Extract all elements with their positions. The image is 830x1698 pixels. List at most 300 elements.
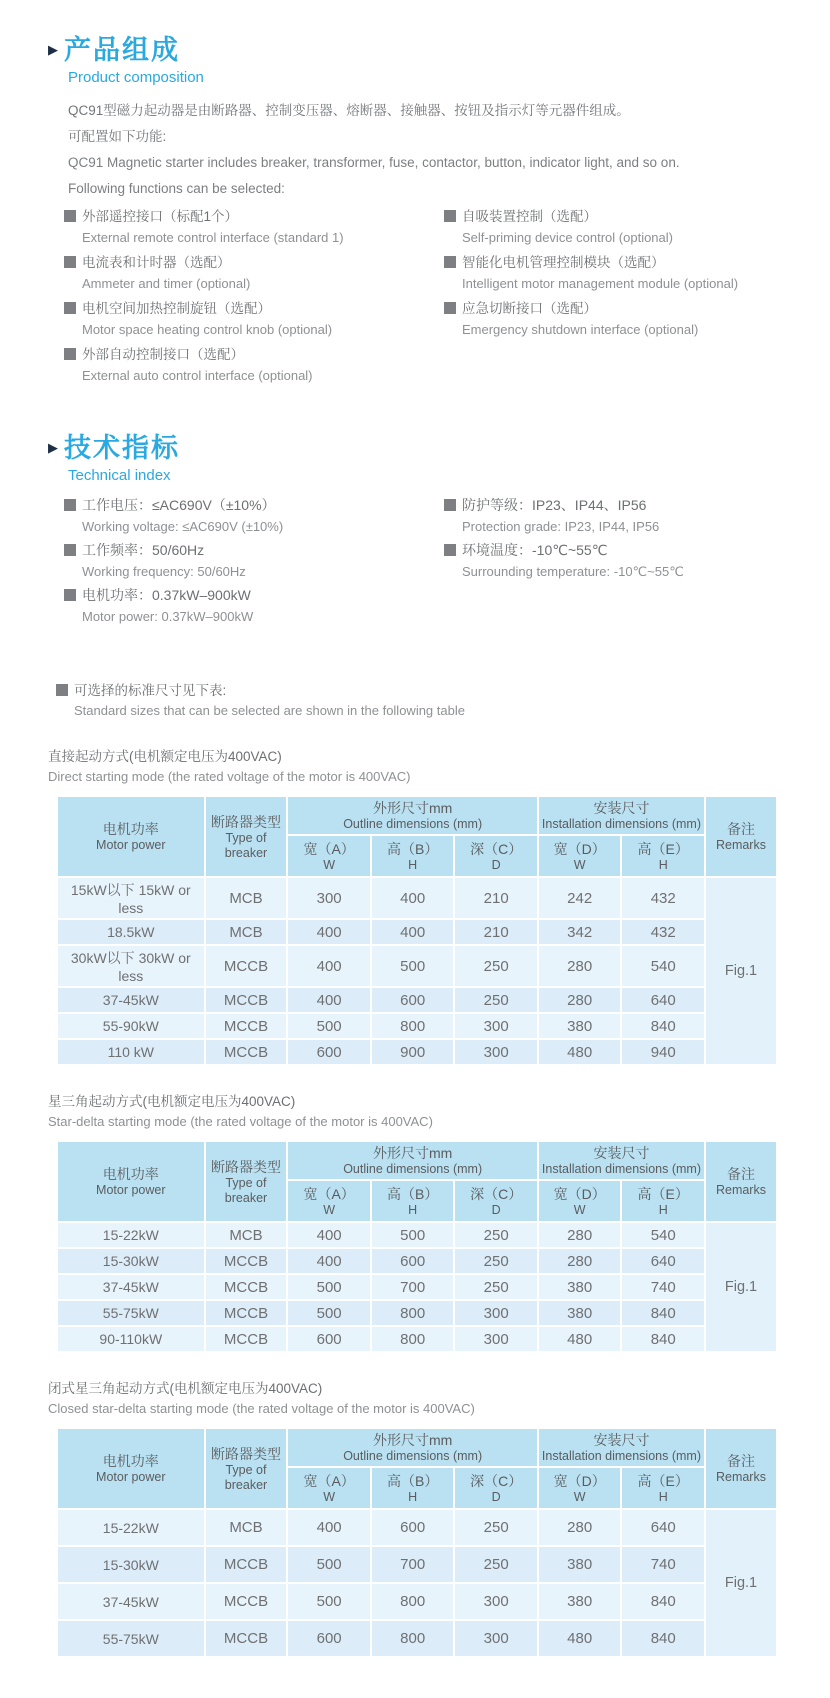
table-cell: 280 [538,1509,622,1546]
header-dim [371,1180,455,1222]
table-cell: 15-22kW [57,1509,205,1546]
section-technical-title: 技术指标 [64,433,180,463]
list-item-cn [444,298,802,319]
table-cell: 37-45kW [57,1274,205,1300]
header-label-en: Motor power [96,1470,166,1484]
header-label-en: D [491,1489,501,1504]
section-technical-header [48,432,802,464]
header-label-en: W [323,1202,336,1217]
header-remarks [705,1428,777,1509]
table-cell: 30kW以下 30kW or less [57,945,205,987]
header-label-en: W [323,857,336,872]
table-cell: 280 [538,1248,622,1274]
table-cell: 800 [371,1013,455,1039]
intro-line: QC91 Magnetic starter includes breaker, transformer, fuse, contactor, button, indicator light, and so on. [68,155,680,170]
feature-list [64,206,802,390]
table-cell: 480 [538,1326,622,1352]
section-product-title: 产品组成 [64,35,180,65]
table-header-row [57,1428,777,1509]
table-cell: 37-45kW [57,1583,205,1620]
header-label-en: H [408,857,418,872]
table-cell: 250 [454,1248,538,1274]
table-cell: 280 [538,1222,622,1248]
table-cell: MCB [205,919,288,945]
table-row [57,877,777,919]
header-label-en: Motor power [96,838,166,852]
table-cell: MCCB [205,1300,288,1326]
spec-list [64,494,802,629]
table-caption-en: Closed star-delta starting mode (the rated voltage of the motor is 400VAC) [48,1401,475,1416]
square-bullet-icon [444,544,456,556]
header-label-en: Remarks [715,1470,766,1484]
list-item-cn-text: 工作电压：≤AC690V（±10%） [82,497,276,513]
header-label-cn: 安装尺寸 [593,800,650,816]
header-label-cn: 电机功率 [102,1453,159,1469]
header-label-cn: 高（B） [386,840,439,857]
header-dim [621,835,705,877]
header-dim [454,1180,538,1222]
feature-column-left [64,206,444,390]
list-item [444,252,802,294]
section-technical [48,432,802,629]
square-bullet-icon [444,302,456,314]
table-row [57,1546,777,1583]
header-dim [371,1467,455,1509]
square-bullet-icon [64,302,76,314]
sizes-note [56,681,802,721]
remarks-cell: Fig.1 [705,1222,777,1352]
table-cell: 15-22kW [57,1222,205,1248]
header-label-en: Remarks [715,838,766,852]
header-label-cn: 宽（A） [303,1185,355,1202]
square-bullet-icon [64,544,76,556]
table-cell: 840 [621,1620,705,1657]
header-label-en: D [491,1202,501,1217]
table-cell: 110 kW [57,1039,205,1065]
header-label-en: Type of breaker [224,830,268,860]
table-cell: 600 [371,987,455,1013]
list-item-en: Protection grade: IP23, IP44, IP56 [462,519,660,534]
list-item [64,539,444,582]
header-label-cn: 宽（A） [303,1472,355,1489]
header-motor-power [57,1141,205,1222]
table-row [57,1300,777,1326]
list-item-en: Motor power: 0.37kW–900kW [82,609,254,624]
table-row [57,1222,777,1248]
list-item-cn [444,252,802,273]
header-breaker-type [205,796,288,877]
header-remarks [705,796,777,877]
table-cell: 700 [371,1546,455,1583]
square-bullet-icon [444,256,456,268]
table-cell: 600 [371,1248,455,1274]
header-label-cn: 外形尺寸mm [373,1145,453,1161]
table-cell: 380 [538,1583,622,1620]
table-cell: 15-30kW [57,1248,205,1274]
table-cell: 250 [454,1274,538,1300]
table-row [57,919,777,945]
table-cell: 342 [538,919,622,945]
square-bullet-icon [64,499,76,511]
list-item-en: Ammeter and timer (optional) [82,276,251,291]
table-cell: 380 [538,1013,622,1039]
list-item-cn [444,206,802,227]
table-cell: 500 [287,1583,371,1620]
list-item-cn-text: 环境温度：-10℃~55℃ [462,542,608,558]
header-label-en: Outline dimensions (mm) [343,1449,483,1463]
table-cell: 480 [538,1620,622,1657]
table-caption-cn: 直接起动方式(电机额定电压为400VAC) [48,749,282,764]
table-cell: 55-75kW [57,1620,205,1657]
table-cell: 600 [287,1326,371,1352]
remarks-cell: Fig.1 [705,1509,777,1657]
table-cell: 900 [371,1039,455,1065]
sizes-note-en: Standard sizes that can be selected are shown in the following table [74,703,465,718]
list-item [64,344,444,386]
table-cell: MCCB [205,1326,288,1352]
table-cell: 55-75kW [57,1300,205,1326]
table-cell: 400 [371,919,455,945]
table-cell: MCCB [205,945,288,987]
arrow-right-icon: ▶ [48,440,58,455]
table-cell: MCCB [205,1248,288,1274]
header-dim [538,835,622,877]
header-label-en: H [658,1202,668,1217]
table-cell: 640 [621,987,705,1013]
table-cell: 280 [538,987,622,1013]
header-label-cn: 断路器类型 [210,1158,281,1175]
table-cell: 250 [454,1509,538,1546]
table-cell: MCCB [205,1620,288,1657]
list-item-cn [64,539,444,561]
list-item-en: Self-priming device control (optional) [462,230,673,245]
spec-column-right [444,494,802,629]
table-cell: 800 [371,1326,455,1352]
list-item-en: External auto control interface (optional) [82,368,313,383]
square-bullet-icon [64,256,76,268]
table-row [57,1583,777,1620]
table-cell: 600 [371,1509,455,1546]
list-item-cn-text: 外部遥控接口（标配1个） [82,209,239,224]
table-cell: 640 [621,1248,705,1274]
table-cell: 800 [371,1620,455,1657]
table-cell: 18.5kW [57,919,205,945]
header-label-cn: 电机功率 [102,821,159,837]
section-product-header [48,34,802,66]
header-dim [538,1180,622,1222]
header-dim [287,1467,371,1509]
table-cell: 500 [287,1013,371,1039]
header-label-en: D [491,857,501,872]
table-cell: 800 [371,1583,455,1620]
list-item-en: Intelligent motor management module (optional) [462,276,739,291]
square-bullet-icon [64,589,76,601]
table-cell: 210 [454,919,538,945]
section-technical-subtitle: Technical index [68,467,171,484]
table-row [57,987,777,1013]
table-cell: 640 [621,1509,705,1546]
list-item [64,298,444,340]
list-item-cn-text: 电流表和计时器（选配） [82,255,231,270]
list-item [444,206,802,248]
list-item-cn-text: 应急切断接口（选配） [462,301,597,316]
header-label-cn: 宽（D） [553,840,606,857]
sizes-note-cn [56,681,802,701]
table-row [57,945,777,987]
table-cell: 250 [454,945,538,987]
header-label-cn: 外形尺寸mm [373,1432,453,1448]
arrow-right-icon: ▶ [48,42,58,57]
table-row [57,1326,777,1352]
table-cell: 250 [454,1222,538,1248]
list-item-en: Working frequency: 50/60Hz [82,564,246,579]
square-bullet-icon [444,210,456,222]
table-cell: 280 [538,945,622,987]
header-label-cn: 备注 [726,1453,755,1469]
table-cell: 400 [287,1222,371,1248]
header-label-cn: 电机功率 [102,1166,159,1182]
header-label-cn: 高（E） [637,840,689,857]
header-label-en: W [573,857,586,872]
table-caption [48,747,802,787]
header-outline-dimensions [287,1428,538,1467]
table-cell: 800 [371,1300,455,1326]
table-cell: 380 [538,1300,622,1326]
table-cell: 740 [621,1546,705,1583]
header-label-en: Type of breaker [224,1462,268,1492]
list-item-en: External remote control interface (standard 1) [82,230,344,245]
header-label-cn: 高（E） [637,1185,689,1202]
table-cell: 210 [454,877,538,919]
header-label-cn: 深（C） [470,1185,523,1202]
header-dim [454,1467,538,1509]
table-cell: 15kW以下 15kW or less [57,877,205,919]
list-item [444,494,802,537]
list-item-cn [64,584,444,606]
header-installation-dimensions [538,1141,705,1180]
header-label-cn: 安装尺寸 [593,1145,650,1161]
table-cell: 55-90kW [57,1013,205,1039]
header-label-cn: 安装尺寸 [593,1432,650,1448]
list-item-en: Working voltage: ≤AC690V (±10%) [82,519,284,534]
table-cell: MCB [205,877,288,919]
header-label-en: W [573,1202,586,1217]
table-cell: 500 [287,1274,371,1300]
intro-line: QC91型磁力起动器是由断路器、控制变压器、熔断器、接触器、按钮及指示灯等元器件组成。 [68,103,630,118]
header-label-en: H [408,1489,418,1504]
table-cell: 840 [621,1013,705,1039]
header-label-cn: 备注 [726,821,755,837]
list-item [444,539,802,582]
header-label-cn: 高（B） [386,1185,439,1202]
list-item [444,298,802,340]
header-label-cn: 高（B） [386,1472,439,1489]
table-cell: 540 [621,945,705,987]
list-item [64,494,444,537]
table-cell: 540 [621,1222,705,1248]
list-item-cn-text: 工作频率：50/60Hz [82,542,205,558]
header-dim [538,1467,622,1509]
table-cell: 400 [287,1248,371,1274]
list-item [64,206,444,248]
list-item-en: Surrounding temperature: -10℃~55℃ [462,564,684,579]
spec-column-left [64,494,444,629]
table-cell: MCCB [205,1583,288,1620]
remarks-cell: Fig.1 [705,877,777,1065]
table-cell: 840 [621,1326,705,1352]
table-cell: 300 [454,1013,538,1039]
list-item [64,584,444,627]
table-cell: MCB [205,1222,288,1248]
table-cell: 300 [287,877,371,919]
table-cell: 300 [454,1620,538,1657]
header-label-cn: 宽（D） [553,1185,606,1202]
header-label-cn: 备注 [726,1166,755,1182]
list-item-cn [64,252,444,273]
table-cell: 480 [538,1039,622,1065]
table-cell: 37-45kW [57,987,205,1013]
table-cell: 432 [621,877,705,919]
table-cell: MCCB [205,1013,288,1039]
table-cell: 400 [287,945,371,987]
header-label-cn: 断路器类型 [210,813,281,830]
product-intro [68,102,802,198]
table-cell: 400 [287,1509,371,1546]
table-cell: 500 [371,945,455,987]
header-dim [287,1180,371,1222]
table-cell: MCCB [205,1274,288,1300]
table-cell: 400 [287,987,371,1013]
list-item-cn-text: 智能化电机管理控制模块（选配） [462,255,665,270]
table-row [57,1509,777,1546]
square-bullet-icon [56,684,68,696]
header-motor-power [57,796,205,877]
list-item-cn [64,344,444,365]
header-label-cn: 断路器类型 [210,1445,281,1462]
table-cell: 500 [287,1546,371,1583]
table-caption [48,1092,802,1132]
table-cell: 90-110kW [57,1326,205,1352]
header-label-en: Type of breaker [224,1175,268,1205]
header-dim [621,1180,705,1222]
header-dim [371,835,455,877]
table-cell: MCCB [205,1546,288,1583]
table-cell: 740 [621,1274,705,1300]
header-label-en: Installation dimensions (mm) [541,1449,701,1463]
list-item-cn [64,206,444,227]
header-label-en: Outline dimensions (mm) [343,1162,483,1176]
header-remarks [705,1141,777,1222]
header-breaker-type [205,1141,288,1222]
square-bullet-icon [444,499,456,511]
header-installation-dimensions [538,1428,705,1467]
table-row [57,1013,777,1039]
table-cell: 700 [371,1274,455,1300]
list-item-cn [64,298,444,319]
header-label-cn: 宽（A） [303,840,355,857]
table-caption-en: Star-delta starting mode (the rated voltage of the motor is 400VAC) [48,1114,433,1129]
header-dim [621,1467,705,1509]
list-item-cn-text: 外部自动控制接口（选配） [82,347,244,362]
table-cell: 250 [454,987,538,1013]
table-cell: 600 [287,1620,371,1657]
list-item-cn [64,494,444,516]
table-caption-cn: 星三角起动方式(电机额定电压为400VAC) [48,1094,296,1109]
list-item-cn [444,539,802,561]
size-table-1 [56,795,778,1066]
table-cell: 300 [454,1583,538,1620]
header-label-en: Installation dimensions (mm) [541,1162,701,1176]
table-cell: 840 [621,1583,705,1620]
table-cell: 250 [454,1546,538,1583]
sizes-note-cn-text: 可选择的标准尺寸见下表: [74,683,227,698]
table-cell: 400 [371,877,455,919]
header-label-en: Outline dimensions (mm) [343,817,483,831]
list-item-cn-text: 电机空间加热控制旋钮（选配） [82,301,271,316]
header-outline-dimensions [287,1141,538,1180]
header-breaker-type [205,1428,288,1509]
size-table-3 [56,1427,778,1658]
size-table-2 [56,1140,778,1353]
header-motor-power [57,1428,205,1509]
header-label-en: H [408,1202,418,1217]
header-label-en: Installation dimensions (mm) [541,817,701,831]
list-item-cn [444,494,802,516]
table-caption-en: Direct starting mode (the rated voltage of the motor is 400VAC) [48,769,411,784]
list-item-cn-text: 防护等级：IP23、IP44、IP56 [462,497,647,513]
header-installation-dimensions [538,796,705,835]
table-caption-cn: 闭式星三角起动方式(电机额定电压为400VAC) [48,1381,323,1396]
header-label-en: W [323,1489,336,1504]
square-bullet-icon [64,348,76,360]
table-row [57,1248,777,1274]
header-label-en: W [573,1489,586,1504]
table-cell: 300 [454,1039,538,1065]
list-item-en: Emergency shutdown interface (optional) [462,322,699,337]
table-cell: 940 [621,1039,705,1065]
table-cell: 380 [538,1546,622,1583]
list-item-cn-text: 自吸装置控制（选配） [462,209,597,224]
header-dim [454,835,538,877]
table-cell: 380 [538,1274,622,1300]
table-row [57,1039,777,1065]
header-label-en: Remarks [715,1183,766,1197]
header-label-cn: 深（C） [470,1472,523,1489]
table-row [57,1274,777,1300]
table-cell: 600 [287,1039,371,1065]
table-cell: 500 [371,1222,455,1248]
table-cell: 300 [454,1326,538,1352]
table-cell: 400 [287,919,371,945]
header-label-cn: 深（C） [470,840,523,857]
table-header-row [57,796,777,877]
table-cell: MCCB [205,987,288,1013]
table-cell: 15-30kW [57,1546,205,1583]
table-cell: 242 [538,877,622,919]
header-label-en: Motor power [96,1183,166,1197]
table-cell: 432 [621,919,705,945]
header-label-cn: 宽（D） [553,1472,606,1489]
table-cell: 500 [287,1300,371,1326]
feature-column-right [444,206,802,390]
header-label-en: H [658,1489,668,1504]
header-label-cn: 外形尺寸mm [373,800,453,816]
intro-line: Following functions can be selected: [68,181,285,196]
header-label-en: H [658,857,668,872]
section-product-subtitle: Product composition [68,69,204,86]
header-outline-dimensions [287,796,538,835]
table-header-row [57,1141,777,1222]
